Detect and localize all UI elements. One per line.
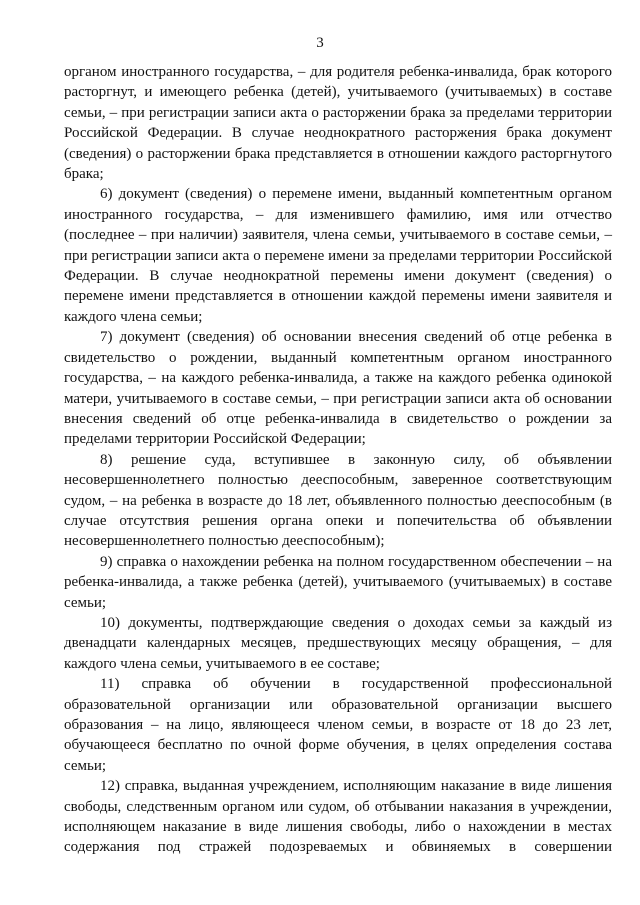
paragraph-item-9-state-care: 9) справка о нахождении ребенка на полном государственном обеспечении – на ребенка-инвалида, а также ребенка (детей), учитываемого (учитываемых) в составе семьи; xyxy=(64,553,612,611)
paragraph-divorce-continuation: органом иностранного государства, – для родителя ребенка-инвалида, брак которого расторгнут, и имеющего ребенка (детей), учитываемого (учитываемых) в составе семьи, – при регистрации записи акта о расторжении брака за пределами территории Российской Федерации. В случае неоднократного расторжения брака документ (сведения) о расторжении брака представляется в отношении каждого расторгнутого брака; xyxy=(64,64,612,183)
document-body xyxy=(64,62,612,858)
page-number: 3 xyxy=(316,35,324,51)
paragraph-item-6-name-change: 6) документ (сведения) о перемене имени, выданный компетентным органом иностранного государства, – для изменившего фамилию, имя или отчество (последнее – при наличии) заявителя, члена семьи, учитываемого в составе семьи, – при регистрации записи акта о перемене имени за пределами территории Российской Федерации. В случае неоднократной перемены имени документ (сведения) о перемене имени представляется в отношении каждой перемены имени заявителя и каждого члена семьи; xyxy=(64,186,612,325)
paragraph-item-10-income: 10) документы, подтверждающие сведения о доходах семьи за каждый из двенадцати календарных месяцев, предшествующих месяцу обращения, – для каждого члена семьи, учитываемого в ее составе; xyxy=(64,614,612,672)
paragraph-item-11-education: 11) справка об обучении в государственной профессиональной образовательной организации или образовательной организации высшего образования – на лицо, являющееся членом семьи, в возрасте от 18 до 23 лет, обучающееся бесплатно по очной форме обучения, в целях определения состава семьи; xyxy=(64,676,612,774)
paragraph-item-12-custody: 12) справка, выданная учреждением, исполняющим наказание в виде лишения свободы, следственным органом или судом, об отбывании наказания в учреждении, исполняющем наказание в виде лишения свободы, либо о нахождении в местах содержания под стражей подозреваемых и обвиняемых в совершении xyxy=(64,778,612,856)
paragraph-item-8-court-decision: 8) решение суда, вступившее в законную силу, об объявлении несовершеннолетнего полностью дееспособным, заверенное соответствующим судом, – на ребенка в возрасте до 18 лет, объявленного полностью дееспособным (в случае отсутствия решения органа опеки и попечительства об объявлении несовершеннолетнего полностью дееспособным); xyxy=(64,451,612,550)
paragraph-item-7-paternity: 7) документ (сведения) об основании внесения сведений об отце ребенка в свидетельство о рождении, выданный компетентным органом иностранного государства, – на каждого ребенка-инвалида, а также на каждого ребенка одинокой матери, учитываемого в составе семьи, – при регистрации записи акта об основании внесения сведений об отце ребенка-инвалида в свидетельство о рождении за пределами территории Российской Федерации; xyxy=(64,329,612,448)
